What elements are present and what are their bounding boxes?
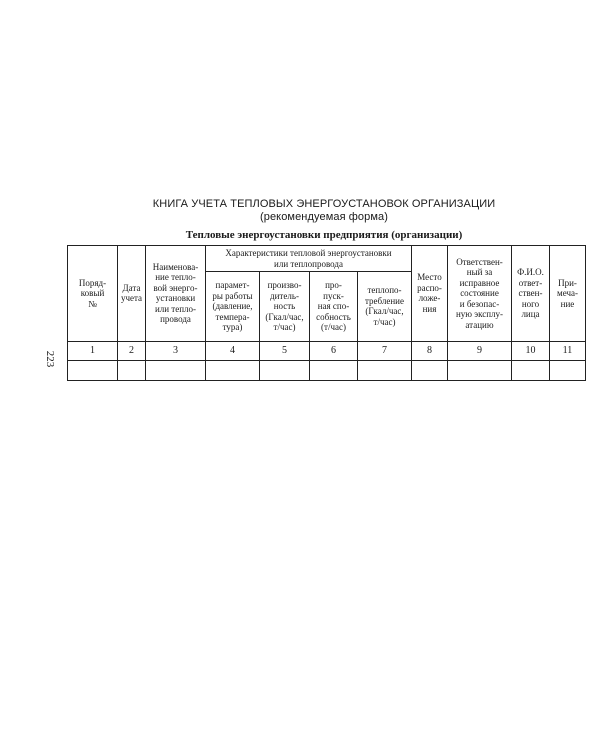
- header-row-top: [68, 246, 586, 272]
- empty-cell: [550, 360, 586, 380]
- empty-cell: [310, 360, 358, 380]
- empty-cell: [512, 360, 550, 380]
- energy-installations-table: [67, 245, 586, 381]
- col-number-6: 6: [310, 341, 358, 360]
- table-caption: Тепловые энергоустановки предприятия (организации): [185, 229, 463, 241]
- empty-cell: [146, 360, 206, 380]
- page-number: 223: [44, 350, 56, 368]
- empty-cell: [68, 360, 118, 380]
- column-number-row: [68, 341, 586, 360]
- col-header-5: произво- дитель- ность (Гкал/час, т/час): [260, 272, 310, 342]
- col-header-11: При- меча- ние: [550, 246, 586, 342]
- col-number-2: 2: [118, 341, 146, 360]
- col-number-11: 11: [550, 341, 586, 360]
- col-header-8: Место распо- ложе- ния: [412, 246, 448, 342]
- col-header-1: Поряд- ковый №: [68, 246, 118, 342]
- col-header-7: теплопо- требление (Гкал/час, т/час): [358, 272, 412, 342]
- col-header-3: Наименова- ние тепло- вой энергo- установки или тепло- провода: [146, 246, 206, 342]
- col-number-3: 3: [146, 341, 206, 360]
- group-header-characteristics: Характеристики тепловой энергоустановки или теплопровода: [206, 246, 412, 272]
- empty-entry-row: [68, 360, 586, 380]
- col-header-6: про- пуск- ная спо- собность (т/час): [310, 272, 358, 342]
- document-title: КНИГА УЧЕТА ТЕПЛОВЫХ ЭНЕРГОУСТАНОВОК ОРГАНИЗАЦИИ: [152, 198, 496, 210]
- col-number-1: 1: [68, 341, 118, 360]
- col-number-4: 4: [206, 341, 260, 360]
- col-header-2: Дата учета: [118, 246, 146, 342]
- empty-cell: [206, 360, 260, 380]
- empty-cell: [358, 360, 412, 380]
- col-number-7: 7: [358, 341, 412, 360]
- empty-cell: [118, 360, 146, 380]
- document-subtitle: (рекомендуемая форма): [259, 211, 389, 223]
- empty-cell: [448, 360, 512, 380]
- document-title-block: [0, 198, 600, 224]
- col-number-10: 10: [512, 341, 550, 360]
- col-number-9: 9: [448, 341, 512, 360]
- col-header-4: парамет- ры работы (давление, темпера- тура): [206, 272, 260, 342]
- col-header-9: Ответствен- ный за исправное состояние и безопас- ную эксплу- атацию: [448, 246, 512, 342]
- col-number-8: 8: [412, 341, 448, 360]
- col-number-5: 5: [260, 341, 310, 360]
- col-header-10: Ф.И.О. ответ- ствен- ного лица: [512, 246, 550, 342]
- empty-cell: [412, 360, 448, 380]
- empty-cell: [260, 360, 310, 380]
